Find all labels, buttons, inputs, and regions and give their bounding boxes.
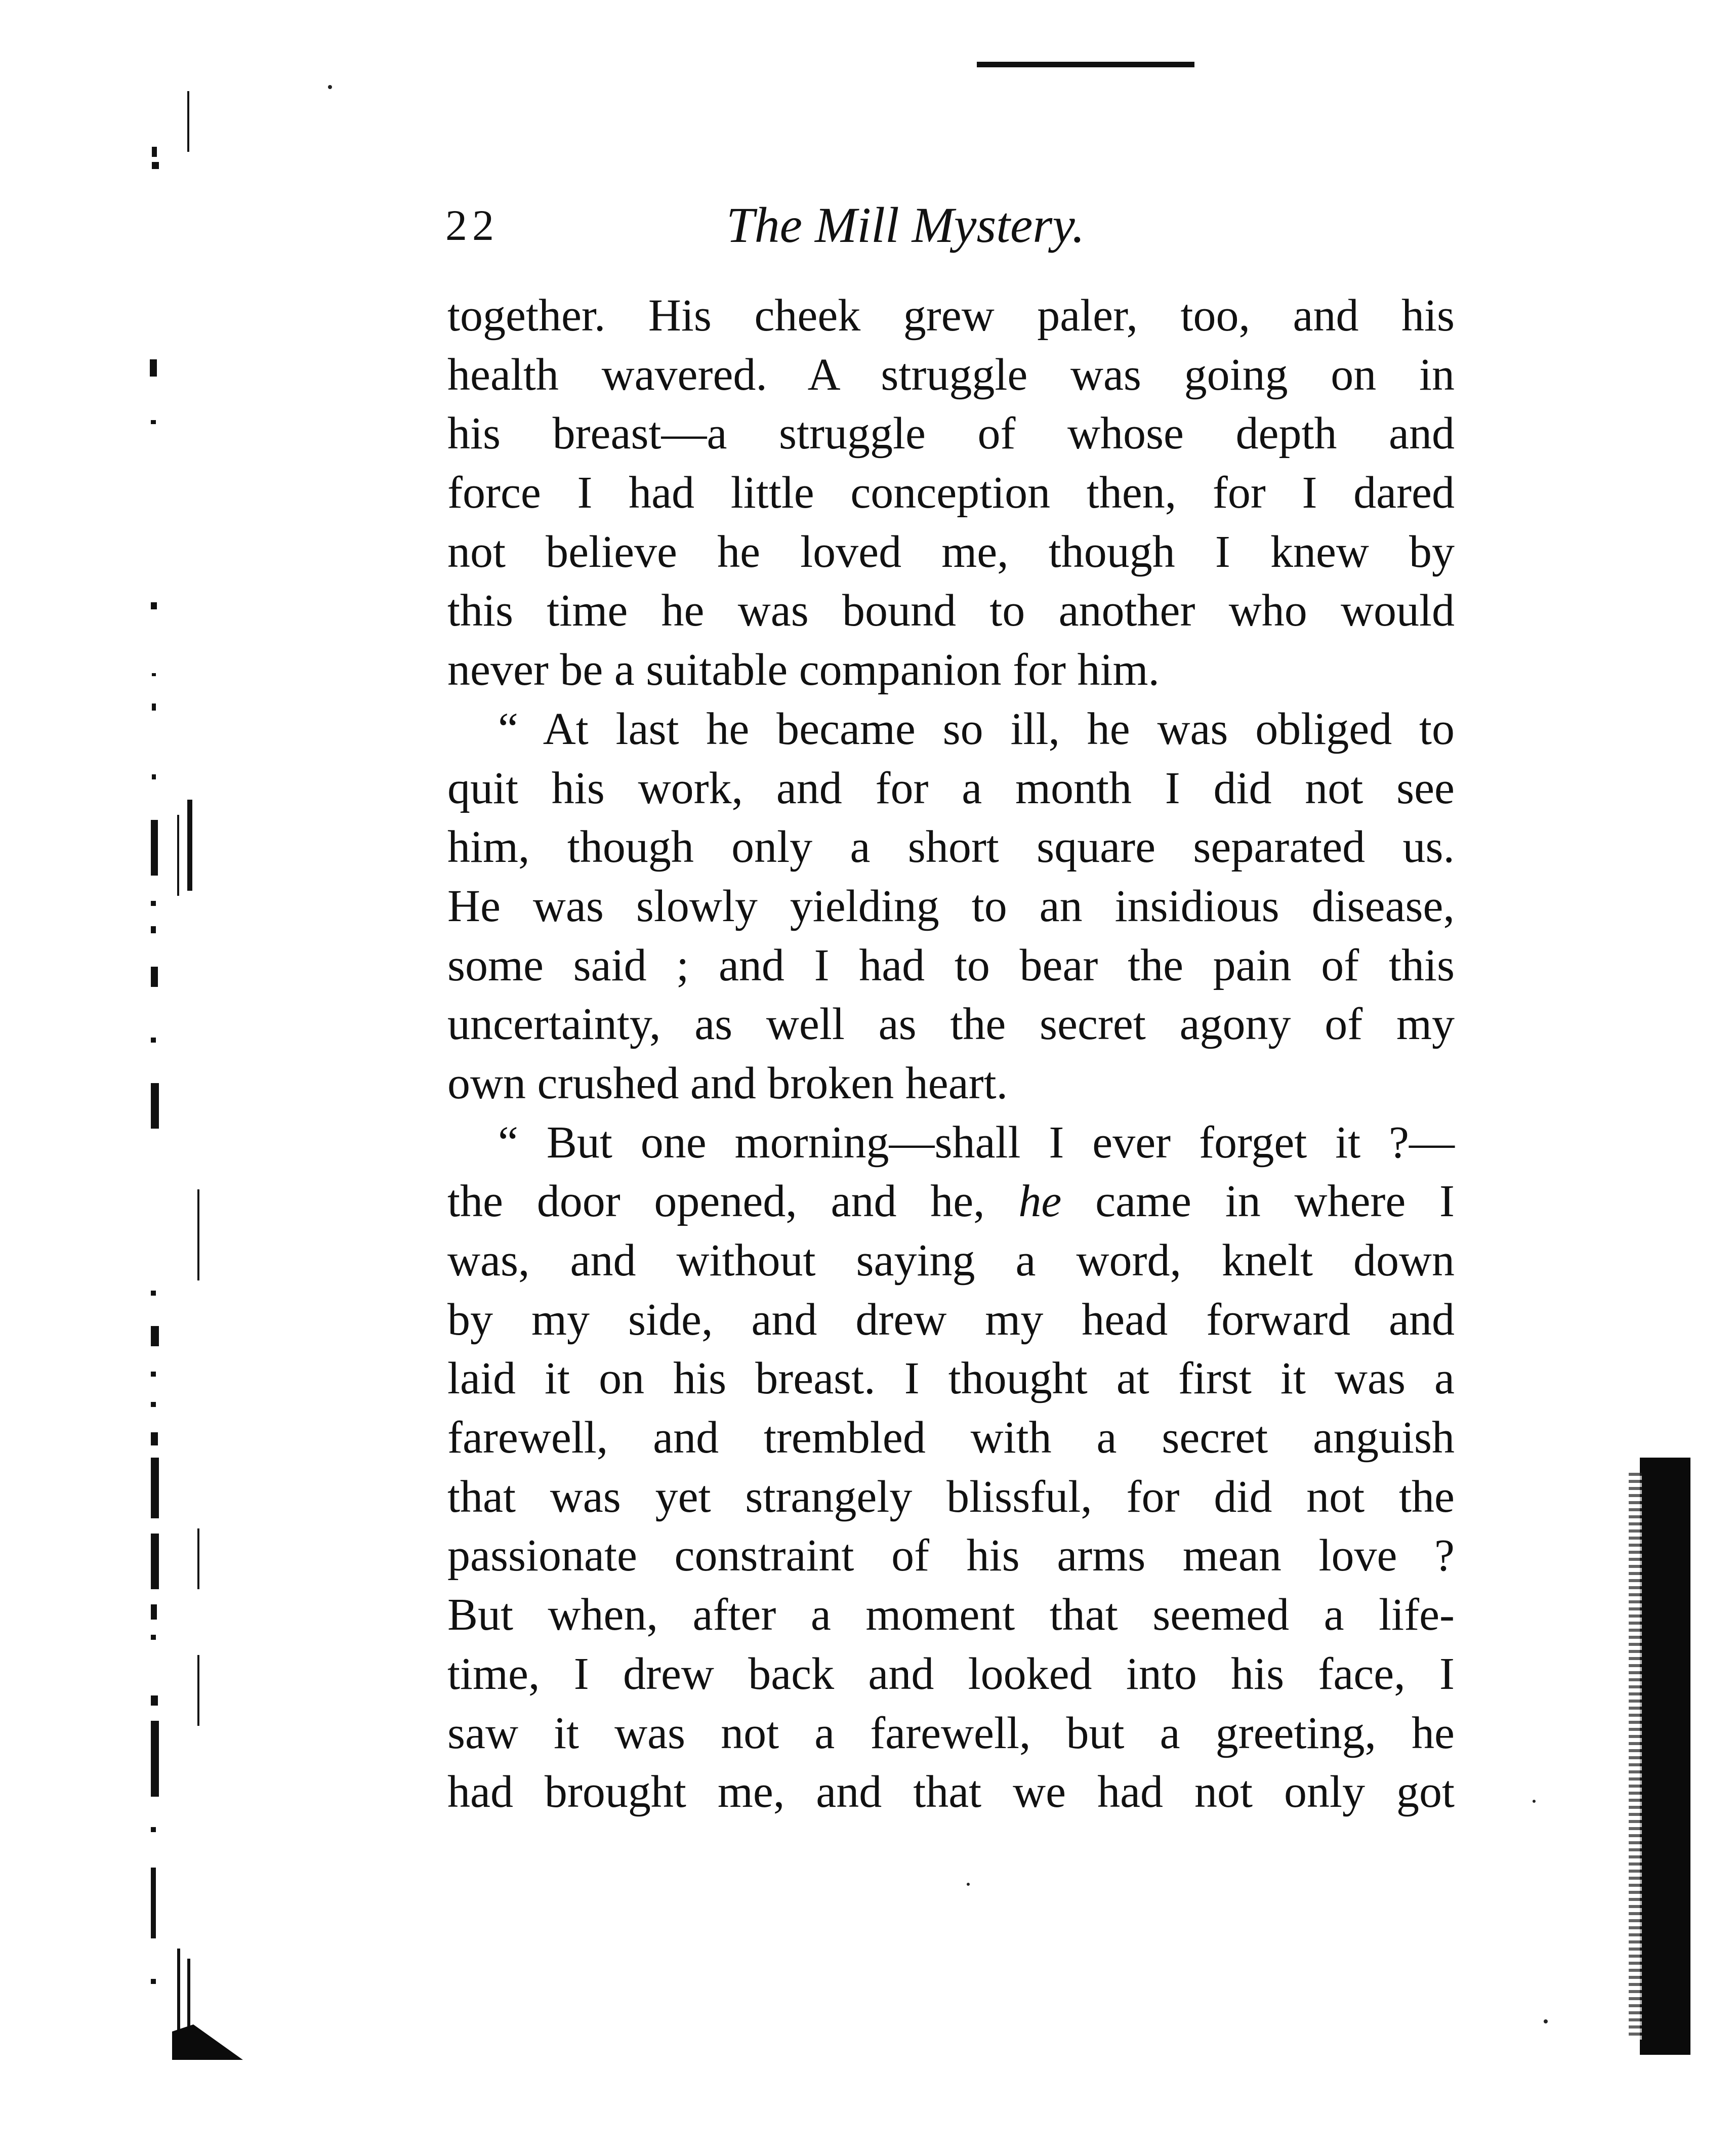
binding-gutter-marks bbox=[147, 76, 238, 2060]
text-line: saw it was not a farewell, but a greeting, he bbox=[447, 1708, 1455, 1758]
text-line: his breast—a struggle of whose depth and bbox=[447, 408, 1455, 459]
scan-speck bbox=[328, 85, 332, 89]
text-line: some said ; and I had to bear the pain of this bbox=[447, 940, 1455, 990]
text-line: farewell, and trembled with a secret anguish bbox=[447, 1413, 1455, 1463]
text-line: never be a suitable companion for him. bbox=[447, 645, 1160, 695]
running-head bbox=[445, 195, 1453, 256]
text-line: quit his work, and for a month I did not see bbox=[447, 763, 1455, 813]
text-line: that was yet strangely blissful, for did not the bbox=[447, 1471, 1455, 1522]
text-line: together. His cheek grew paler, too, and his bbox=[447, 291, 1455, 341]
text-line bbox=[447, 1172, 1455, 1231]
text-line: passionate constraint of his arms mean love ? bbox=[447, 1530, 1455, 1581]
text-line: him, though only a short square separated us. bbox=[447, 822, 1455, 873]
text-segment: the door opened, and he, bbox=[447, 1176, 985, 1227]
text-line: not believe he loved me, though I knew by bbox=[447, 526, 1455, 577]
text-line: “ At last he became so ill, he was obliged to bbox=[498, 703, 1455, 754]
top-scan-rule bbox=[977, 62, 1194, 67]
text-line: this time he was bound to another who would bbox=[447, 586, 1455, 636]
text-line: had brought me, and that we had not only got bbox=[447, 1767, 1455, 1817]
text-line: health wavered. A struggle was going on in bbox=[447, 349, 1455, 400]
text-line: was, and without saying a word, knelt down bbox=[447, 1235, 1455, 1286]
text-line: uncertainty, as well as the secret agony of my bbox=[447, 999, 1455, 1050]
text-line: force I had little conception then, for I dared bbox=[447, 468, 1455, 518]
scan-speck bbox=[967, 1883, 970, 1886]
right-edge-shadow bbox=[1640, 1458, 1690, 2055]
body-text bbox=[447, 286, 1455, 1822]
scan-speck bbox=[1544, 2019, 1548, 2023]
text-line: time, I drew back and looked into his face, I bbox=[447, 1648, 1455, 1699]
text-line: by my side, and drew my head forward and bbox=[447, 1294, 1455, 1345]
scan-speck bbox=[1533, 1800, 1536, 1803]
page-number: 22 bbox=[445, 201, 499, 250]
text-line: But when, after a moment that seemed a life- bbox=[447, 1590, 1455, 1640]
text-line: “ But one morning—shall I ever forget it ?— bbox=[498, 1117, 1455, 1168]
text-line: laid it on his breast. I thought at first it was a bbox=[447, 1353, 1455, 1404]
text-segment: came in where I bbox=[1095, 1176, 1455, 1227]
text-line: own crushed and broken heart. bbox=[447, 1058, 1008, 1108]
running-title: The Mill Mystery. bbox=[726, 197, 1085, 253]
italic-emphasis: he bbox=[1018, 1176, 1062, 1227]
text-line: He was slowly yielding to an insidious disease, bbox=[447, 881, 1455, 931]
